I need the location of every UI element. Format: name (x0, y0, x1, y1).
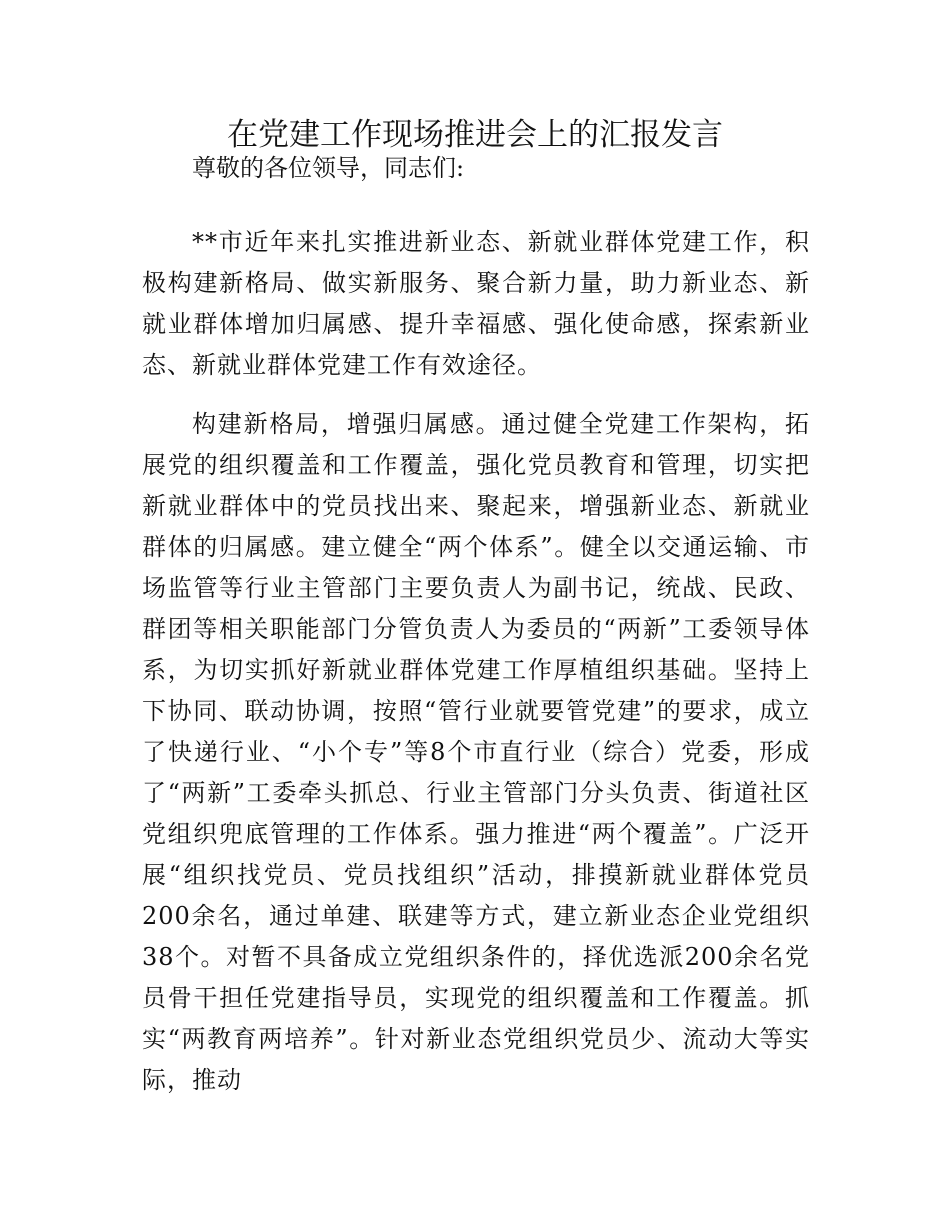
document-title: 在党建工作现场推进会上的汇报发言 (227, 117, 723, 153)
paragraph-intro: **市近年来扎实推进新业态、新就业群体党建工作，积极构建新格局、做实新服务、聚合新力量，助力新业态、新就业群体增加归属感、提升幸福感、强化使命感，探索新业态、新就业群体党建工作有效途径。 (142, 228, 810, 379)
salutation: 尊敬的各位领导，同志们: (192, 154, 465, 182)
paragraph-new-pattern: 构建新格局，增强归属感。通过健全党建工作架构，拓展党的组织覆盖和工作覆盖，强化党员教育和管理，切实把新就业群体中的党员找出来、聚起来，增强新业态、新就业群体的归属感。建立健全“两个体系”。健全以交通运输、市场监管等行业主管部门主要负责人为副书记，统战、民政、群团等相关职能部门分管负责人为委员的“两新”工委领导体系，为切实抓好新就业群体党建工作厚植组织基础。坚持上下协同、联动协调，按照“管行业就要管党建”的要求，成立了快递行业、“小个专”等8个市直行业（综合）党委，形成了“两新”工委牵头抓总、行业主管部门分头负责、街道社区党组织兜底管理的工作体系。强力推进“两个覆盖”。广泛开展“组织找党员、党员找组织”活动，排摸新就业群体党员200余名，通过单建、联建等方式，建立新业态企业党组织38个。对暂不具备成立党组织条件的，择优选派200余名党员骨干担任党建指导员，实现党的组织覆盖和工作覆盖。抓实“两教育两培养”。针对新业态党组织党员少、流动大等实际，推动 (142, 410, 810, 1094)
